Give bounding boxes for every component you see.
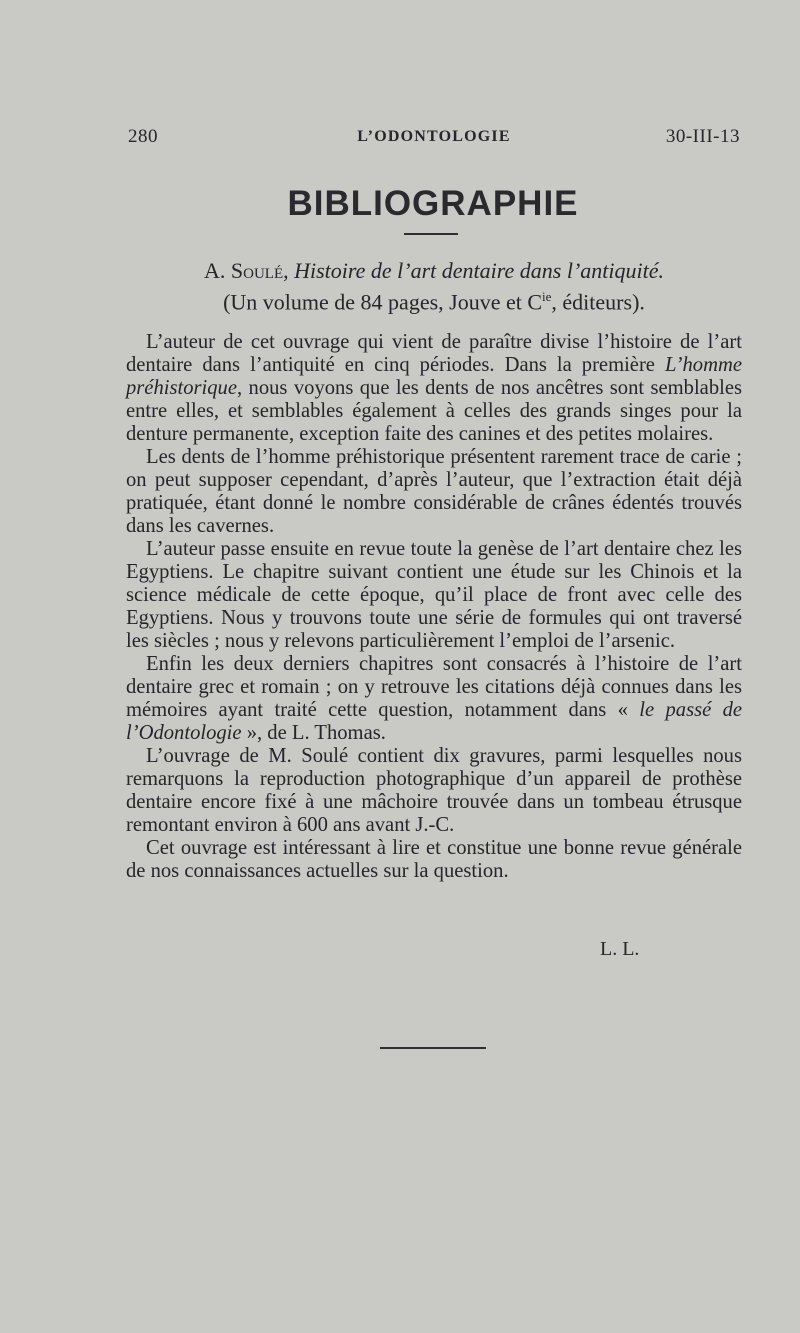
author-surname: Soulé — [230, 258, 284, 283]
italic-phrase: L’homme préhistorique — [126, 354, 742, 399]
paragraph: L’ouvrage de M. Soulé contient dix gravures, parmi lesquelles nous remarquons la reproduction photographique d’un appareil de prothèse dentaire encore fixé à une mâchoire trouvée dans un tombeau étrusque remontant environ à 600 ans avant J.-C. — [126, 745, 742, 836]
title-rule — [404, 233, 458, 235]
issue-date: 30-III-13 — [665, 126, 740, 147]
journal-title: L’ODONTOLOGIE — [357, 128, 511, 145]
details-text: (Un volume de 84 pages, Jouve et C — [223, 289, 543, 315]
details-publisher: , éditeurs). — [551, 289, 645, 315]
paragraph-text: Enfin les deux derniers chapitres sont consacrés à l’histoire de l’art dentaire grec et romain ; on y retrouve les citations déjà connues dans les mémoires ayant traité cette question, notamment dans « — [126, 653, 742, 721]
running-header — [128, 126, 740, 150]
work-title: Histoire de l’art dentaire dans l’antiquité. — [294, 258, 664, 283]
paragraph: Cet ouvrage est intéressant à lire et constitue une bonne revue générale de nos connaissances actuelles sur la question. — [126, 837, 742, 882]
paragraph — [126, 653, 742, 745]
paragraph — [126, 331, 742, 446]
publication-details — [126, 289, 742, 315]
paragraph-text: , nous voyons que les dents de nos ancêtres sont semblables entre elles, et semblables également à celles des grands singes pour la denture permanente, exception faite des canines et des petites molaires. — [126, 377, 742, 445]
author-initial: A. — [203, 258, 226, 283]
paragraph-text: L’auteur de cet ouvrage qui vient de paraître divise l’histoire de l’art dentaire dans l’antiquité en cinq périodes. Dans la première — [126, 331, 742, 376]
section-title: BIBLIOGRAPHIE — [287, 184, 579, 223]
review-body — [126, 331, 742, 883]
signature: L. L. — [600, 938, 640, 960]
reference-line: A. Soulé, Histoire de l’art dentaire dans l’antiquité. — [203, 258, 664, 283]
cie-superscript: ie — [542, 289, 552, 304]
italic-phrase: le passé de l’Odontologie — [126, 699, 743, 744]
page-number: 280 — [128, 126, 158, 147]
paragraph: L’auteur passe ensuite en revue toute la genèse de l’art dentaire chez les Egyptiens. Le chapitre suivant contient une étude sur les Chinois et la science médicale de cette époque, qu’il place de front avec celle des Egyptiens. Nous y trouvons toute une série de formules qui ont traversé les siècles ; nous y relevons particulièrement l’emploi de l’arsenic. — [126, 538, 742, 652]
paragraph: Les dents de l’homme préhistorique présentent rarement trace de carie ; on peut supposer cependant, d’après l’auteur, que l’extraction était déjà pratiquée, étant donné le nombre considérable de crânes édentés trouvés dans les cavernes. — [126, 446, 742, 537]
closing-rule — [380, 1047, 486, 1049]
paragraph-text: », de L. Thomas. — [241, 722, 386, 744]
